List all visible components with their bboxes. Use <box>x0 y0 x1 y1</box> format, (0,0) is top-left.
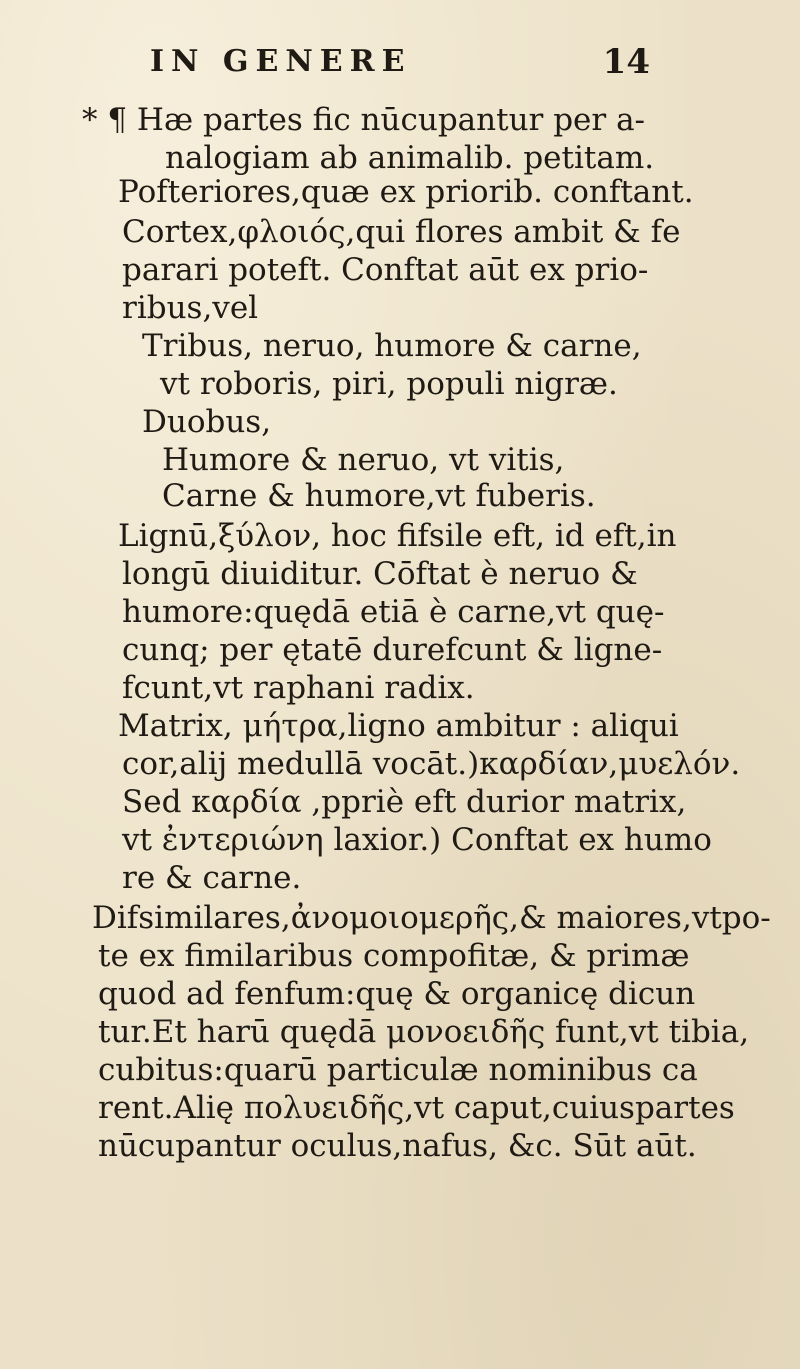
text-line: Humore & neruo, vt vitis, <box>162 442 565 478</box>
text-line: Matrix, μήτρα,ligno ambitur : aliqui <box>118 708 679 744</box>
text-line: vt roboris, piri, populi nigræ. <box>160 366 618 402</box>
text-line: quod ad fenfum:quę & organicę dicun <box>98 976 696 1012</box>
text-line: cor,alij medullā vocāt.)καρδίαν,μυελόν. <box>122 746 741 782</box>
page-header <box>110 44 650 94</box>
text-line: te ex fimilaribus compofitæ, & primæ <box>98 938 690 974</box>
text-line: Difsimilares,ἀνομοιομερῆς,& maiores,vtpo- <box>92 900 771 936</box>
text-line: fcunt,vt raphani radix. <box>122 670 475 706</box>
text-line: humore:quędā etiā è carne,vt quę- <box>122 594 665 630</box>
text-line: re & carne. <box>122 860 302 896</box>
text-line: Lignū,ξύλον, hoc fifsile eft, id eft,in <box>118 518 677 554</box>
text-line: Duobus, <box>142 404 272 440</box>
text-line: Cortex,φλοιός,qui flores ambit & fe <box>122 214 681 250</box>
text-line: * ¶ Hæ partes fic nūcupantur per a- <box>82 102 646 138</box>
text-line: parari poteft. Conftat aūt ex prio- <box>122 252 649 288</box>
text-line: tur.Et harū quędā μονοειδῆς funt,vt tibia, <box>98 1014 750 1050</box>
text-line: nalogiam ab animalib. petitam. <box>165 140 655 176</box>
text-line: Carne & humore,vt fuberis. <box>162 478 596 514</box>
text-line: ribus,vel <box>122 290 259 326</box>
text-line: nūcupantur oculus,nafus, &c. Sūt aūt. <box>98 1128 697 1164</box>
running-head: IN GENERE <box>150 44 412 79</box>
text-line: rent.Alię πολυειδῆς,vt caput,cuiuspartes <box>98 1090 735 1126</box>
text-line: longū diuiditur. Cōftat è neruo & <box>122 556 638 592</box>
text-line: Tribus, neruo, humore & carne, <box>142 328 642 364</box>
text-line: cunq; per ętatē durefcunt & ligne- <box>122 632 663 668</box>
text-line: cubitus:quarū particulæ nominibus ca <box>98 1052 698 1088</box>
text-line: Sed καρδία ,ppriè eft durior matrix, <box>122 784 687 820</box>
page-number: 14 <box>602 42 650 82</box>
text-line: vt ἐντεριώνη laxior.) Conftat ex humo <box>122 822 712 858</box>
text-line: Pofteriores,quæ ex priorib. conftant. <box>118 174 694 210</box>
